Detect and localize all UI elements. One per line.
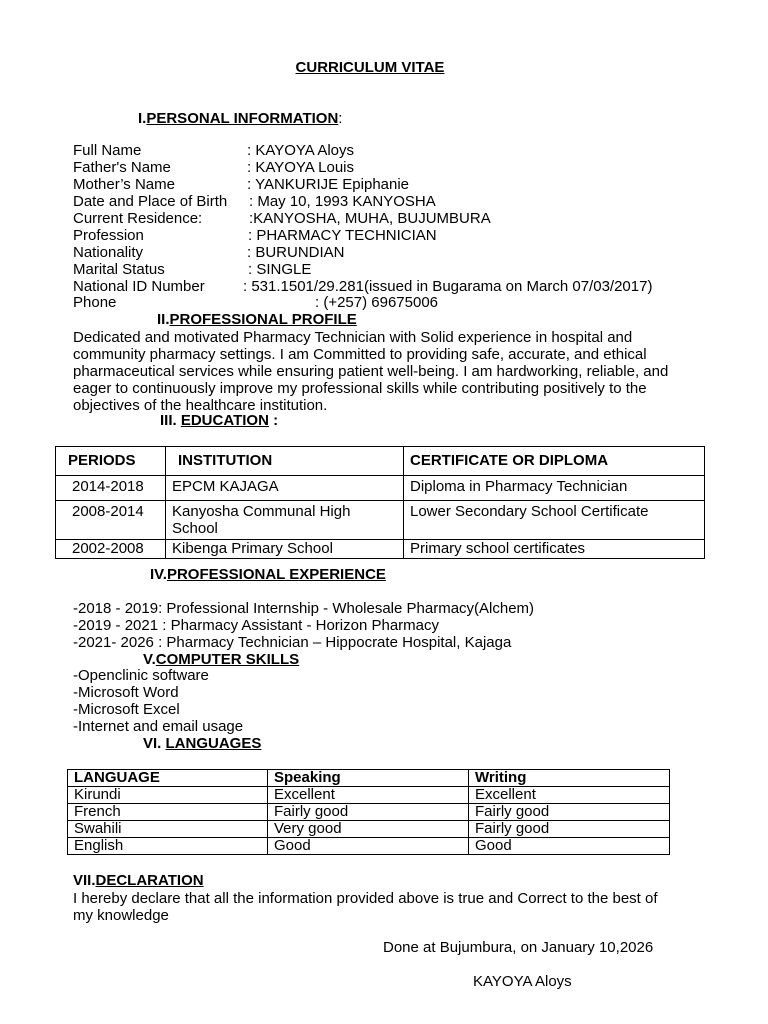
table-cell: Diploma in Pharmacy Technician xyxy=(404,476,705,501)
table-cell: Good xyxy=(469,838,670,855)
profile-paragraph: Dedicated and motivated Pharmacy Technician with Solid experience in hospital and community pharmacy settings. I am Committed to providing safe, accurate, and ethical pharmaceutical services while ensuring patient well-being. I am hardworking, reliable, and eager to continuously improve my professional skills while contributing positively to the objectives of the healthcare institution. xyxy=(73,329,669,414)
table-cell: Excellent xyxy=(268,787,469,804)
personal-row xyxy=(73,211,491,228)
table-row xyxy=(56,476,705,501)
section-suffix: : xyxy=(273,412,279,429)
column-header: Speaking xyxy=(268,770,469,787)
table-cell: Kanyosha Communal High School xyxy=(166,501,404,540)
field-value: : PHARMACY TECHNICIAN xyxy=(248,227,437,244)
table-row xyxy=(68,838,670,855)
education-table xyxy=(55,446,705,559)
languages-table xyxy=(67,769,670,855)
field-value: : SINGLE xyxy=(248,261,312,278)
section-heading-experience xyxy=(150,567,386,584)
table-cell: English xyxy=(68,838,268,855)
section-number: V. xyxy=(143,651,156,668)
personal-row xyxy=(73,160,354,177)
table-row xyxy=(68,787,670,804)
section-title: EDUCATION xyxy=(180,412,269,429)
skill-item: -Microsoft Excel xyxy=(73,701,180,718)
skill-item: -Openclinic software xyxy=(73,667,209,684)
field-label: Nationality xyxy=(73,244,144,261)
table-row xyxy=(56,501,705,540)
skill-item: -Internet and email usage xyxy=(73,718,244,735)
section-heading-personal xyxy=(138,111,342,128)
table-cell: Lower Secondary School Certificate xyxy=(404,501,705,540)
field-value: : May 10, 1993 KANYOSHA xyxy=(249,193,436,210)
skill-item: -Microsoft Word xyxy=(73,684,179,701)
table-cell: French xyxy=(68,804,268,821)
table-cell: Kibenga Primary School xyxy=(166,539,404,559)
column-header: INSTITUTION xyxy=(166,447,404,476)
section-number: VI. xyxy=(143,735,162,752)
table-cell: EPCM KAJAGA xyxy=(166,476,404,501)
table-row xyxy=(68,804,670,821)
signature-name: KAYOYA Aloys xyxy=(473,973,572,990)
section-number: VII. xyxy=(73,872,96,889)
field-label: Profession xyxy=(73,227,144,244)
personal-row xyxy=(73,143,354,160)
column-header: CERTIFICATE OR DIPLOMA xyxy=(404,447,705,476)
section-heading-declaration xyxy=(73,873,204,890)
section-title: DECLARATION xyxy=(95,872,204,889)
place-date: Done at Bujumbura, on January 10,2026 xyxy=(383,939,654,956)
table-cell: Excellent xyxy=(469,787,670,804)
table-header-row xyxy=(68,770,670,787)
column-header: PERIODS xyxy=(56,447,166,476)
personal-row xyxy=(73,228,437,245)
field-label: Phone xyxy=(73,294,117,311)
personal-row xyxy=(73,245,345,262)
table-cell: Fairly good xyxy=(469,821,670,838)
table-header-row xyxy=(56,447,705,476)
experience-item: -2021- 2026 : Pharmacy Technician – Hippocrate Hospital, Kajaga xyxy=(73,634,512,651)
section-number: II. xyxy=(157,311,170,328)
field-value: : BURUNDIAN xyxy=(247,244,345,261)
section-title: PROFESSIONAL EXPERIENCE xyxy=(166,566,386,583)
field-label: Marital Status xyxy=(73,261,165,278)
field-value: : 531.1501/29.281(issued in Bugarama on March 07/03/2017) xyxy=(243,278,653,295)
section-number: I. xyxy=(138,110,147,127)
section-number: III. xyxy=(160,412,177,429)
section-title: PROFESSIONAL PROFILE xyxy=(169,311,357,328)
section-heading-profile xyxy=(157,312,357,329)
document-title: CURRICULUM VITAE xyxy=(295,59,445,76)
section-title: PERSONAL INFORMATION xyxy=(146,110,339,127)
section-heading-education xyxy=(160,413,278,430)
field-label: National ID Number xyxy=(73,278,205,295)
table-cell: Very good xyxy=(268,821,469,838)
field-value: :KANYOSHA, MUHA, BUJUMBURA xyxy=(249,210,491,227)
field-label: Full Name xyxy=(73,142,142,159)
field-label: Father's Name xyxy=(73,159,171,176)
section-title: COMPUTER SKILLS xyxy=(155,651,300,668)
declaration-paragraph: I hereby declare that all the information provided above is true and Correct to the best of my knowledge xyxy=(73,890,658,924)
experience-item: -2018 - 2019: Professional Internship - Wholesale Pharmacy(Alchem) xyxy=(73,600,535,617)
table-cell: 2002-2008 xyxy=(56,539,166,559)
section-heading-languages xyxy=(143,736,261,753)
table-cell: Swahili xyxy=(68,821,268,838)
column-header: Writing xyxy=(469,770,670,787)
personal-row xyxy=(73,262,311,279)
table-cell: Fairly good xyxy=(469,804,670,821)
field-value: : KAYOYA Aloys xyxy=(247,142,354,159)
table-cell: 2008-2014 xyxy=(56,501,166,540)
field-label: Current Residence: xyxy=(73,210,203,227)
table-cell: Primary school certificates xyxy=(404,539,705,559)
table-row xyxy=(56,539,705,559)
field-label: Date and Place of Birth xyxy=(73,193,228,210)
field-value: : (+257) 69675006 xyxy=(315,294,439,311)
section-number: IV. xyxy=(150,566,167,583)
section-title: LANGUAGES xyxy=(165,735,262,752)
table-cell: 2014-2018 xyxy=(56,476,166,501)
table-cell: Kirundi xyxy=(68,787,268,804)
table-cell: Fairly good xyxy=(268,804,469,821)
table-row xyxy=(68,821,670,838)
table-cell: Good xyxy=(268,838,469,855)
experience-item: -2019 - 2021 : Pharmacy Assistant - Horizon Pharmacy xyxy=(73,617,439,634)
personal-row xyxy=(73,177,409,194)
field-value: : YANKURIJE Epiphanie xyxy=(247,176,410,193)
field-value: : KAYOYA Louis xyxy=(247,159,354,176)
field-label: Mother’s Name xyxy=(73,176,175,193)
column-header: LANGUAGE xyxy=(68,770,268,787)
personal-row xyxy=(73,194,436,211)
section-suffix: : xyxy=(338,110,343,127)
personal-row xyxy=(73,295,438,312)
